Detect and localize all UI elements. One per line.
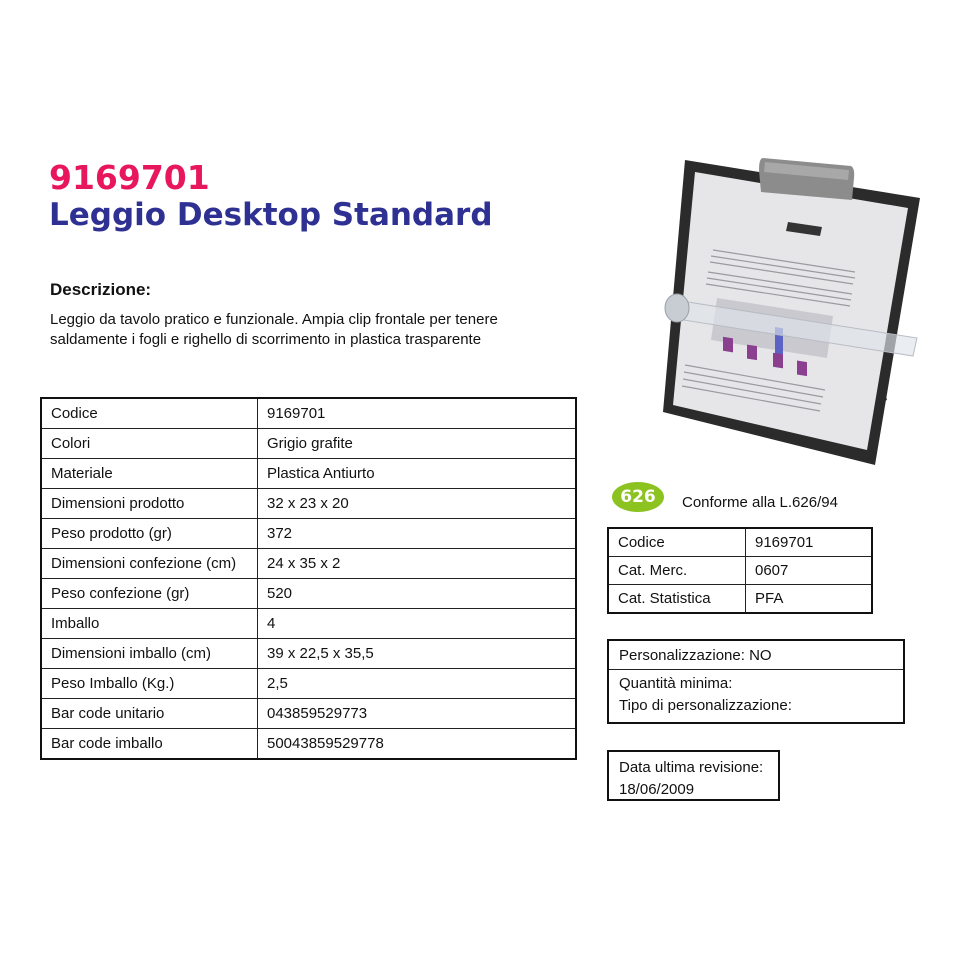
personalization-type-label: Tipo di personalizzazione: [619,697,792,714]
table-row [41,398,576,429]
personalization-box [607,639,905,724]
category-value: PFA [746,585,873,614]
specs-table [40,397,577,760]
table-row [41,519,576,549]
table-row [41,699,576,729]
compliance-text: Conforme alla L.626/94 [682,494,838,511]
spec-label: Peso prodotto (gr) [41,519,258,549]
spec-label: Bar code unitario [41,699,258,729]
table-row [41,429,576,459]
spec-label: Imballo [41,609,258,639]
description-heading: Descrizione: [50,280,152,299]
table-row [41,579,576,609]
table-row [41,669,576,699]
spec-value: 32 x 23 x 20 [258,489,577,519]
category-value: 0607 [746,557,873,585]
spec-value: 043859529773 [258,699,577,729]
spec-label: Peso Imballo (Kg.) [41,669,258,699]
product-title: Leggio Desktop Standard [49,197,493,233]
category-value: 9169701 [746,528,873,557]
category-label: Cat. Merc. [608,557,746,585]
spec-label: Bar code imballo [41,729,258,760]
table-row [608,557,872,585]
category-table [607,527,873,614]
table-row [41,549,576,579]
spec-value: 50043859529778 [258,729,577,760]
spec-label: Dimensioni confezione (cm) [41,549,258,579]
spec-value: 520 [258,579,577,609]
table-row [41,639,576,669]
revision-date: 18/06/2009 [619,781,695,798]
compliance-badge-626: 626 [612,482,664,512]
product-image [655,150,925,470]
table-row [608,585,872,614]
spec-value: 4 [258,609,577,639]
description-text: Leggio da tavolo pratico e funzionale. Ampia clip frontale per tenere saldamente i fogli e righello di scorrimento in plastica trasparente [50,311,498,348]
min-quantity-label: Quantità minima: [619,675,733,692]
revision-label: Data ultima revisione: [619,759,764,776]
spec-label: Peso confezione (gr) [41,579,258,609]
spec-label: Materiale [41,459,258,489]
spec-value: Grigio grafite [258,429,577,459]
spec-value: 2,5 [258,669,577,699]
personalization-status: Personalizzazione: NO [609,641,903,670]
spec-label: Dimensioni imballo (cm) [41,639,258,669]
category-label: Codice [608,528,746,557]
table-row [608,528,872,557]
table-row [41,609,576,639]
category-label: Cat. Statistica [608,585,746,614]
spec-label: Codice [41,398,258,429]
spec-value: 24 x 35 x 2 [258,549,577,579]
spec-value: 39 x 22,5 x 35,5 [258,639,577,669]
table-row [41,489,576,519]
table-row [41,459,576,489]
personalization-details [609,670,903,717]
spec-value: 372 [258,519,577,549]
table-row [41,729,576,760]
spec-label: Dimensioni prodotto [41,489,258,519]
spec-value: Plastica Antiurto [258,459,577,489]
revision-box [607,750,780,801]
product-code-heading: 9169701 [49,158,210,197]
spec-label: Colori [41,429,258,459]
spec-value: 9169701 [258,398,577,429]
